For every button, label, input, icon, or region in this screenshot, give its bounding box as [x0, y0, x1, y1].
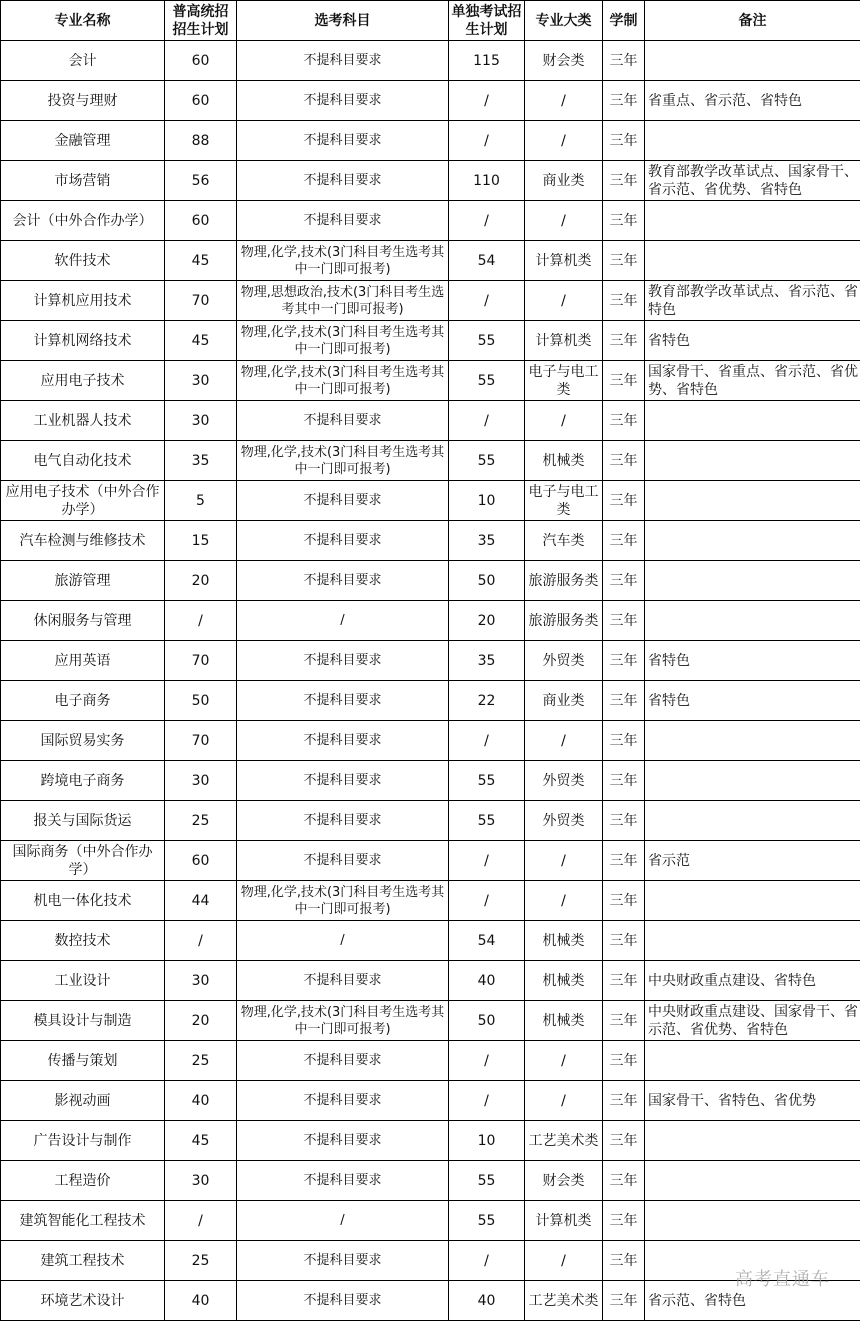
- general-plan-cell: 60: [165, 201, 237, 241]
- major-category-cell: 计算机类: [525, 321, 603, 361]
- remarks-cell: [645, 481, 860, 521]
- separate-exam-plan-cell: 110: [449, 161, 525, 201]
- remarks-cell: [645, 721, 860, 761]
- duration-cell: 三年: [603, 841, 645, 881]
- major-name-cell: 会计: [1, 41, 165, 81]
- major-name-cell: 工业设计: [1, 961, 165, 1001]
- subject-requirement-cell: /: [237, 921, 449, 961]
- subject-requirement-cell: 不提科目要求: [237, 481, 449, 521]
- separate-exam-plan-cell: 10: [449, 481, 525, 521]
- separate-exam-plan-cell: 35: [449, 641, 525, 681]
- general-plan-cell: 30: [165, 1161, 237, 1201]
- subject-requirement-cell: 不提科目要求: [237, 401, 449, 441]
- remarks-cell: 国家骨干、省重点、省示范、省优势、省特色: [645, 361, 860, 401]
- subject-requirement-cell: 不提科目要求: [237, 121, 449, 161]
- subject-requirement-cell: 不提科目要求: [237, 841, 449, 881]
- table-row: [1, 681, 860, 721]
- duration-cell: 三年: [603, 961, 645, 1001]
- remarks-cell: 省特色: [645, 681, 860, 721]
- remarks-cell: 中央财政重点建设、国家骨干、省示范、省优势、省特色: [645, 1001, 860, 1041]
- subject-requirement-cell: 不提科目要求: [237, 1241, 449, 1281]
- major-name-cell: 模具设计与制造: [1, 1001, 165, 1041]
- separate-exam-plan-cell: /: [449, 1041, 525, 1081]
- duration-cell: 三年: [603, 1041, 645, 1081]
- subject-requirement-cell: 不提科目要求: [237, 721, 449, 761]
- table-row: [1, 601, 860, 641]
- duration-cell: 三年: [603, 41, 645, 81]
- duration-cell: 三年: [603, 321, 645, 361]
- table-header: [1, 1, 860, 41]
- general-plan-cell: 30: [165, 361, 237, 401]
- remarks-cell: [645, 601, 860, 641]
- major-name-cell: 国际商务（中外合作办学）: [1, 841, 165, 881]
- remarks-cell: [645, 521, 860, 561]
- general-plan-cell: 40: [165, 1281, 237, 1321]
- duration-cell: 三年: [603, 681, 645, 721]
- separate-exam-plan-cell: 55: [449, 801, 525, 841]
- header-general-plan: 普高统招招生计划: [165, 1, 237, 41]
- separate-exam-plan-cell: /: [449, 721, 525, 761]
- general-plan-cell: 25: [165, 1041, 237, 1081]
- duration-cell: 三年: [603, 121, 645, 161]
- remarks-cell: 教育部教学改革试点、国家骨干、省示范、省优势、省特色: [645, 161, 860, 201]
- major-name-cell: 建筑工程技术: [1, 1241, 165, 1281]
- separate-exam-plan-cell: 54: [449, 241, 525, 281]
- subject-requirement-cell: 不提科目要求: [237, 1281, 449, 1321]
- general-plan-cell: /: [165, 1201, 237, 1241]
- general-plan-cell: /: [165, 601, 237, 641]
- duration-cell: 三年: [603, 1281, 645, 1321]
- table-row: [1, 1001, 860, 1041]
- major-name-cell: 传播与策划: [1, 1041, 165, 1081]
- general-plan-cell: 25: [165, 1241, 237, 1281]
- duration-cell: 三年: [603, 921, 645, 961]
- major-name-cell: 数控技术: [1, 921, 165, 961]
- separate-exam-plan-cell: /: [449, 1241, 525, 1281]
- table-row: [1, 121, 860, 161]
- major-name-cell: 影视动画: [1, 1081, 165, 1121]
- duration-cell: 三年: [603, 281, 645, 321]
- separate-exam-plan-cell: /: [449, 881, 525, 921]
- general-plan-cell: 60: [165, 841, 237, 881]
- separate-exam-plan-cell: /: [449, 1081, 525, 1121]
- major-name-cell: 应用电子技术: [1, 361, 165, 401]
- major-category-cell: /: [525, 1081, 603, 1121]
- table-row: [1, 1081, 860, 1121]
- major-name-cell: 计算机应用技术: [1, 281, 165, 321]
- separate-exam-plan-cell: 54: [449, 921, 525, 961]
- major-category-cell: 机械类: [525, 961, 603, 1001]
- major-category-cell: 电子与电工类: [525, 361, 603, 401]
- general-plan-cell: 25: [165, 801, 237, 841]
- general-plan-cell: 60: [165, 41, 237, 81]
- duration-cell: 三年: [603, 881, 645, 921]
- major-name-cell: 金融管理: [1, 121, 165, 161]
- duration-cell: 三年: [603, 241, 645, 281]
- major-name-cell: 跨境电子商务: [1, 761, 165, 801]
- remarks-cell: 教育部教学改革试点、省示范、省特色: [645, 281, 860, 321]
- subject-requirement-cell: 不提科目要求: [237, 521, 449, 561]
- major-name-cell: 投资与理财: [1, 81, 165, 121]
- subject-requirement-cell: 不提科目要求: [237, 1081, 449, 1121]
- general-plan-cell: 20: [165, 1001, 237, 1041]
- table-row: [1, 841, 860, 881]
- major-name-cell: 电子商务: [1, 681, 165, 721]
- duration-cell: 三年: [603, 161, 645, 201]
- major-category-cell: /: [525, 1241, 603, 1281]
- separate-exam-plan-cell: 115: [449, 41, 525, 81]
- duration-cell: 三年: [603, 641, 645, 681]
- remarks-cell: [645, 1121, 860, 1161]
- remarks-cell: [645, 1161, 860, 1201]
- header-row: [1, 1, 860, 41]
- separate-exam-plan-cell: 55: [449, 441, 525, 481]
- general-plan-cell: 45: [165, 1121, 237, 1161]
- remarks-cell: [645, 561, 860, 601]
- table-row: [1, 521, 860, 561]
- subject-requirement-cell: 不提科目要求: [237, 1121, 449, 1161]
- subject-requirement-cell: 不提科目要求: [237, 561, 449, 601]
- major-category-cell: 外贸类: [525, 801, 603, 841]
- general-plan-cell: 70: [165, 281, 237, 321]
- major-name-cell: 广告设计与制作: [1, 1121, 165, 1161]
- major-category-cell: 商业类: [525, 681, 603, 721]
- duration-cell: 三年: [603, 761, 645, 801]
- duration-cell: 三年: [603, 1081, 645, 1121]
- remarks-cell: [645, 761, 860, 801]
- general-plan-cell: 5: [165, 481, 237, 521]
- major-name-cell: 软件技术: [1, 241, 165, 281]
- table-row: [1, 361, 860, 401]
- table-row: [1, 201, 860, 241]
- major-category-cell: /: [525, 401, 603, 441]
- subject-requirement-cell: 不提科目要求: [237, 201, 449, 241]
- separate-exam-plan-cell: 55: [449, 1201, 525, 1241]
- general-plan-cell: 30: [165, 401, 237, 441]
- subject-requirement-cell: /: [237, 601, 449, 641]
- major-category-cell: 机械类: [525, 441, 603, 481]
- header-major-category: 专业大类: [525, 1, 603, 41]
- general-plan-cell: 30: [165, 961, 237, 1001]
- subject-requirement-cell: 不提科目要求: [237, 961, 449, 1001]
- remarks-cell: [645, 1201, 860, 1241]
- table-row: [1, 321, 860, 361]
- subject-requirement-cell: 物理,化学,技术(3门科目考生选考其中一门即可报考): [237, 241, 449, 281]
- table-row: [1, 241, 860, 281]
- separate-exam-plan-cell: 22: [449, 681, 525, 721]
- separate-exam-plan-cell: 50: [449, 561, 525, 601]
- general-plan-cell: 60: [165, 81, 237, 121]
- duration-cell: 三年: [603, 1161, 645, 1201]
- table-row: [1, 1201, 860, 1241]
- table-row: [1, 1041, 860, 1081]
- separate-exam-plan-cell: /: [449, 201, 525, 241]
- header-duration: 学制: [603, 1, 645, 41]
- separate-exam-plan-cell: /: [449, 281, 525, 321]
- duration-cell: 三年: [603, 361, 645, 401]
- subject-requirement-cell: 不提科目要求: [237, 761, 449, 801]
- duration-cell: 三年: [603, 441, 645, 481]
- duration-cell: 三年: [603, 1121, 645, 1161]
- major-name-cell: 电气自动化技术: [1, 441, 165, 481]
- major-category-cell: 汽车类: [525, 521, 603, 561]
- major-name-cell: 报关与国际货运: [1, 801, 165, 841]
- separate-exam-plan-cell: /: [449, 121, 525, 161]
- major-category-cell: 计算机类: [525, 241, 603, 281]
- duration-cell: 三年: [603, 601, 645, 641]
- major-category-cell: 工艺美术类: [525, 1121, 603, 1161]
- duration-cell: 三年: [603, 721, 645, 761]
- major-category-cell: /: [525, 1041, 603, 1081]
- major-category-cell: /: [525, 841, 603, 881]
- duration-cell: 三年: [603, 401, 645, 441]
- subject-requirement-cell: 不提科目要求: [237, 81, 449, 121]
- table-row: [1, 441, 860, 481]
- major-category-cell: 外贸类: [525, 761, 603, 801]
- remarks-cell: [645, 241, 860, 281]
- separate-exam-plan-cell: /: [449, 401, 525, 441]
- separate-exam-plan-cell: /: [449, 81, 525, 121]
- remarks-cell: 省重点、省示范、省特色: [645, 81, 860, 121]
- remarks-cell: [645, 801, 860, 841]
- duration-cell: 三年: [603, 1201, 645, 1241]
- major-name-cell: 建筑智能化工程技术: [1, 1201, 165, 1241]
- major-name-cell: 机电一体化技术: [1, 881, 165, 921]
- subject-requirement-cell: 物理,化学,技术(3门科目考生选考其中一门即可报考): [237, 441, 449, 481]
- duration-cell: 三年: [603, 1001, 645, 1041]
- major-category-cell: /: [525, 201, 603, 241]
- table-row: [1, 921, 860, 961]
- separate-exam-plan-cell: 40: [449, 1281, 525, 1321]
- major-name-cell: 应用电子技术（中外合作办学）: [1, 481, 165, 521]
- major-category-cell: /: [525, 121, 603, 161]
- table-row: [1, 1241, 860, 1281]
- remarks-cell: 省特色: [645, 641, 860, 681]
- major-category-cell: /: [525, 81, 603, 121]
- duration-cell: 三年: [603, 801, 645, 841]
- major-category-cell: 机械类: [525, 1001, 603, 1041]
- separate-exam-plan-cell: 55: [449, 361, 525, 401]
- major-name-cell: 会计（中外合作办学）: [1, 201, 165, 241]
- major-category-cell: 计算机类: [525, 1201, 603, 1241]
- table-row: [1, 1121, 860, 1161]
- header-separate-exam-plan: 单独考试招生计划: [449, 1, 525, 41]
- remarks-cell: [645, 1041, 860, 1081]
- subject-requirement-cell: 物理,化学,技术(3门科目考生选考其中一门即可报考): [237, 1001, 449, 1041]
- header-major-name: 专业名称: [1, 1, 165, 41]
- remarks-cell: [645, 921, 860, 961]
- general-plan-cell: 56: [165, 161, 237, 201]
- table-row: [1, 961, 860, 1001]
- general-plan-cell: 88: [165, 121, 237, 161]
- separate-exam-plan-cell: 10: [449, 1121, 525, 1161]
- major-name-cell: 计算机网络技术: [1, 321, 165, 361]
- major-category-cell: 电子与电工类: [525, 481, 603, 521]
- general-plan-cell: 20: [165, 561, 237, 601]
- subject-requirement-cell: 不提科目要求: [237, 801, 449, 841]
- general-plan-cell: 15: [165, 521, 237, 561]
- separate-exam-plan-cell: 50: [449, 1001, 525, 1041]
- duration-cell: 三年: [603, 201, 645, 241]
- subject-requirement-cell: 不提科目要求: [237, 41, 449, 81]
- table-row: [1, 1161, 860, 1201]
- major-name-cell: 旅游管理: [1, 561, 165, 601]
- remarks-cell: [645, 121, 860, 161]
- major-name-cell: 工程造价: [1, 1161, 165, 1201]
- general-plan-cell: 70: [165, 641, 237, 681]
- table-row: [1, 401, 860, 441]
- subject-requirement-cell: 物理,化学,技术(3门科目考生选考其中一门即可报考): [237, 321, 449, 361]
- major-name-cell: 市场营销: [1, 161, 165, 201]
- table-row: [1, 281, 860, 321]
- major-category-cell: 财会类: [525, 41, 603, 81]
- subject-requirement-cell: 不提科目要求: [237, 161, 449, 201]
- table-row: [1, 641, 860, 681]
- subject-requirement-cell: 不提科目要求: [237, 1161, 449, 1201]
- major-category-cell: 旅游服务类: [525, 601, 603, 641]
- separate-exam-plan-cell: /: [449, 841, 525, 881]
- major-name-cell: 环境艺术设计: [1, 1281, 165, 1321]
- remarks-cell: 省示范: [645, 841, 860, 881]
- duration-cell: 三年: [603, 81, 645, 121]
- table-row: [1, 41, 860, 81]
- remarks-cell: [645, 41, 860, 81]
- general-plan-cell: 44: [165, 881, 237, 921]
- subject-requirement-cell: 不提科目要求: [237, 681, 449, 721]
- table-row: [1, 1281, 860, 1321]
- general-plan-cell: 35: [165, 441, 237, 481]
- header-remarks: 备注: [645, 1, 860, 41]
- duration-cell: 三年: [603, 521, 645, 561]
- general-plan-cell: 30: [165, 761, 237, 801]
- major-name-cell: 应用英语: [1, 641, 165, 681]
- subject-requirement-cell: 物理,化学,技术(3门科目考生选考其中一门即可报考): [237, 361, 449, 401]
- major-category-cell: 外贸类: [525, 641, 603, 681]
- general-plan-cell: 40: [165, 1081, 237, 1121]
- header-subject-requirement: 选考科目: [237, 1, 449, 41]
- major-category-cell: 旅游服务类: [525, 561, 603, 601]
- general-plan-cell: 45: [165, 321, 237, 361]
- table-row: [1, 721, 860, 761]
- table-row: [1, 481, 860, 521]
- major-category-cell: /: [525, 881, 603, 921]
- subject-requirement-cell: 不提科目要求: [237, 1041, 449, 1081]
- remarks-cell: 中央财政重点建设、省特色: [645, 961, 860, 1001]
- separate-exam-plan-cell: 55: [449, 321, 525, 361]
- watermark: 高考直通车: [735, 1269, 830, 1290]
- subject-requirement-cell: 不提科目要求: [237, 641, 449, 681]
- table-row: [1, 761, 860, 801]
- major-category-cell: 财会类: [525, 1161, 603, 1201]
- major-name-cell: 工业机器人技术: [1, 401, 165, 441]
- major-category-cell: /: [525, 281, 603, 321]
- duration-cell: 三年: [603, 561, 645, 601]
- subject-requirement-cell: 物理,化学,技术(3门科目考生选考其中一门即可报考): [237, 881, 449, 921]
- major-category-cell: /: [525, 721, 603, 761]
- major-category-cell: 工艺美术类: [525, 1281, 603, 1321]
- remarks-cell: 国家骨干、省特色、省优势: [645, 1081, 860, 1121]
- general-plan-cell: 45: [165, 241, 237, 281]
- major-name-cell: 汽车检测与维修技术: [1, 521, 165, 561]
- separate-exam-plan-cell: 55: [449, 1161, 525, 1201]
- general-plan-cell: 50: [165, 681, 237, 721]
- table-row: [1, 561, 860, 601]
- general-plan-cell: 70: [165, 721, 237, 761]
- separate-exam-plan-cell: 35: [449, 521, 525, 561]
- remarks-cell: 省特色: [645, 321, 860, 361]
- table-row: [1, 81, 860, 121]
- general-plan-cell: /: [165, 921, 237, 961]
- separate-exam-plan-cell: 20: [449, 601, 525, 641]
- remarks-cell: [645, 441, 860, 481]
- remarks-cell: [645, 401, 860, 441]
- major-name-cell: 休闲服务与管理: [1, 601, 165, 641]
- table-row: [1, 161, 860, 201]
- major-category-cell: 机械类: [525, 921, 603, 961]
- major-category-cell: 商业类: [525, 161, 603, 201]
- table-body: [1, 41, 860, 1321]
- table-row: [1, 881, 860, 921]
- remarks-cell: [645, 201, 860, 241]
- table-row: [1, 801, 860, 841]
- remarks-cell: 省示范、省特色: [645, 1281, 860, 1321]
- duration-cell: 三年: [603, 481, 645, 521]
- separate-exam-plan-cell: 40: [449, 961, 525, 1001]
- separate-exam-plan-cell: 55: [449, 761, 525, 801]
- remarks-cell: [645, 881, 860, 921]
- subject-requirement-cell: 物理,思想政治,技术(3门科目考生选考其中一门即可报考): [237, 281, 449, 321]
- subject-requirement-cell: /: [237, 1201, 449, 1241]
- major-name-cell: 国际贸易实务: [1, 721, 165, 761]
- duration-cell: 三年: [603, 1241, 645, 1281]
